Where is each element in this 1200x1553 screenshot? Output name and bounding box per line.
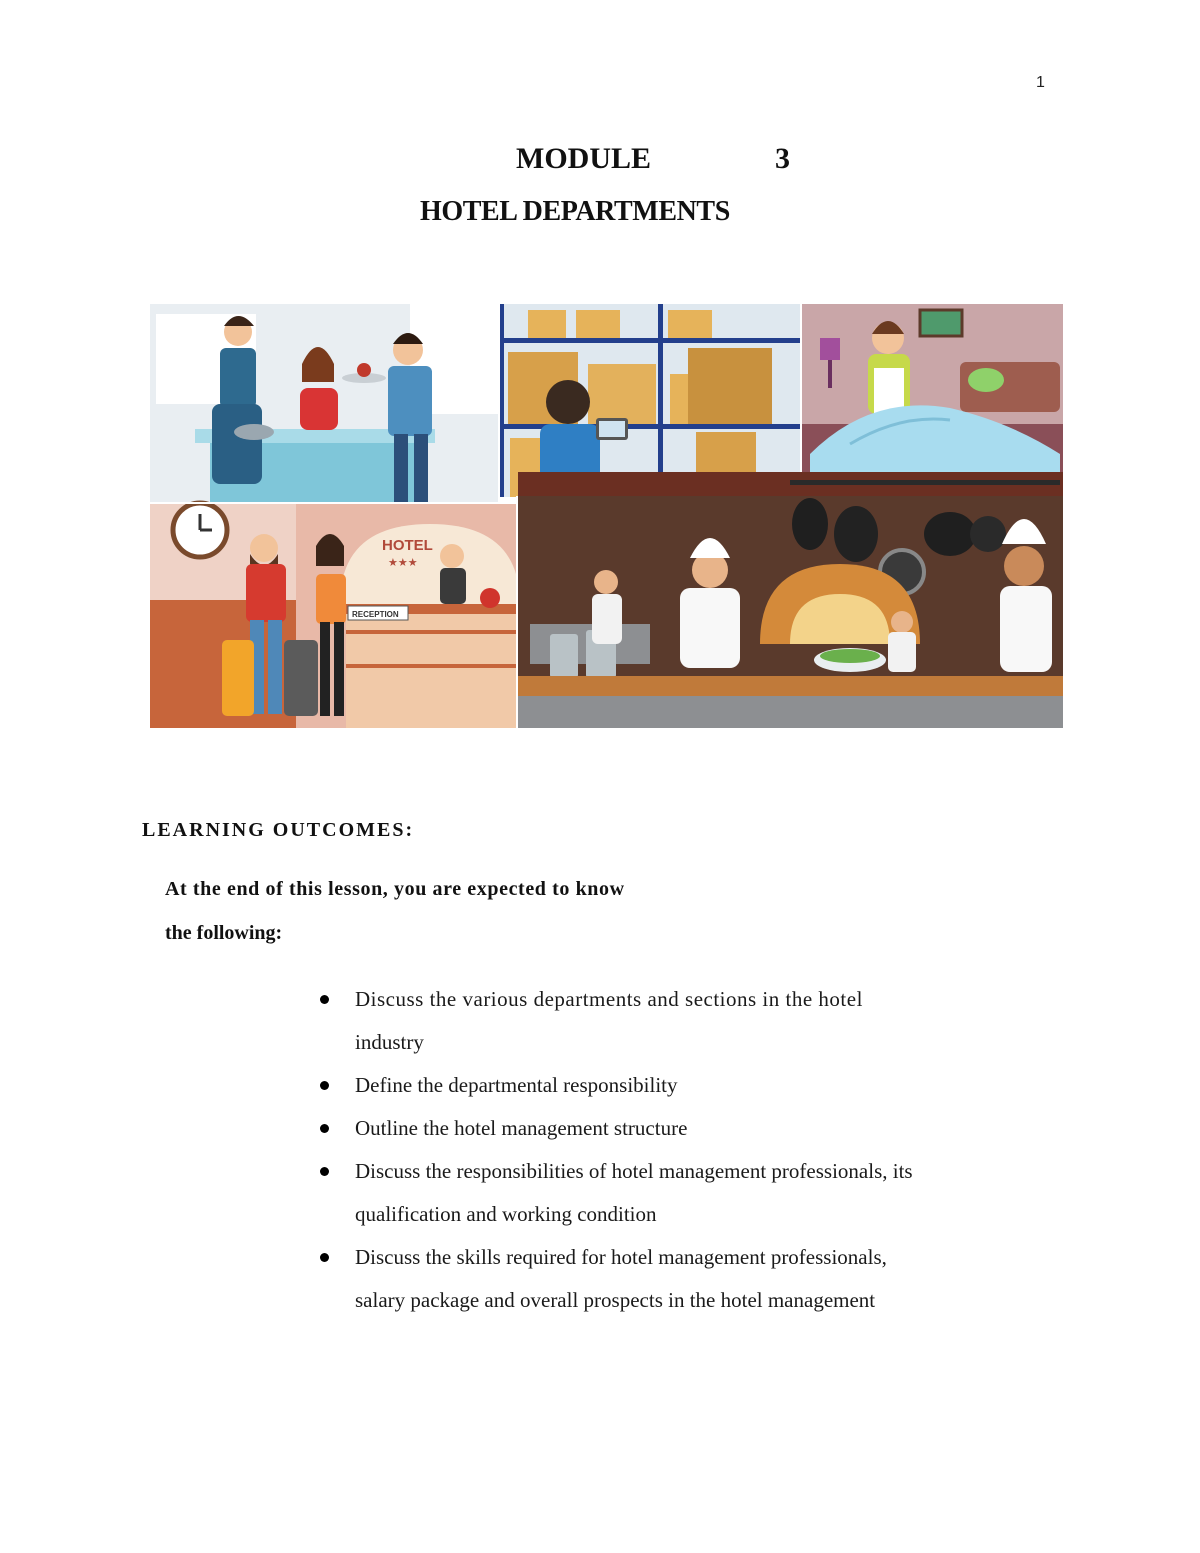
bullet-icon xyxy=(320,1124,329,1133)
list-item-text: Discuss the skills required for hotel management professionals, xyxy=(355,1245,887,1269)
storeroom-panel xyxy=(500,304,800,497)
kitchen-panel xyxy=(518,472,1063,728)
hotel-departments-illustration xyxy=(150,304,1063,728)
list-item xyxy=(318,1064,1078,1107)
bullet-icon xyxy=(320,1253,329,1262)
bullet-icon xyxy=(320,1167,329,1176)
hotel-stars: ★★★ xyxy=(388,556,418,569)
hotel-sign: HOTEL xyxy=(382,537,433,554)
list-item xyxy=(318,1107,1078,1150)
list-item-text: Discuss the responsibilities of hotel management professionals, its xyxy=(355,1159,913,1183)
list-item xyxy=(318,1236,1078,1322)
module-number: 3 xyxy=(775,142,790,175)
module-title xyxy=(0,142,1200,182)
page-title: HOTEL DEPARTMENTS xyxy=(420,196,730,227)
intro-line-1: At the end of this lesson, you are expected to know xyxy=(165,878,625,900)
list-item-text: salary package and overall prospects in the hotel management xyxy=(355,1288,876,1312)
list-item-text: Outline the hotel management structure xyxy=(355,1116,688,1140)
restaurant-service-panel xyxy=(150,304,498,504)
intro-line-2: the following: xyxy=(165,922,283,944)
list-item xyxy=(318,978,1078,1064)
reception-sign: RECEPTION xyxy=(352,610,399,619)
list-item-text: Define the departmental responsibility xyxy=(355,1073,678,1097)
list-item-text: industry xyxy=(355,1030,424,1054)
front-office-panel xyxy=(150,503,520,728)
list-item xyxy=(318,1150,1078,1236)
page-number: 1 xyxy=(1036,74,1045,91)
module-word: MODULE xyxy=(516,142,651,175)
learning-outcomes-heading: LEARNING OUTCOMES: xyxy=(142,819,415,841)
housekeeping-panel xyxy=(802,304,1063,472)
learning-outcomes-list xyxy=(318,978,1078,1322)
bullet-icon xyxy=(320,995,329,1004)
bullet-icon xyxy=(320,1081,329,1090)
list-item-text: Discuss the various departments and sections in the hotel xyxy=(355,987,863,1011)
list-item-text: qualification and working condition xyxy=(355,1202,657,1226)
